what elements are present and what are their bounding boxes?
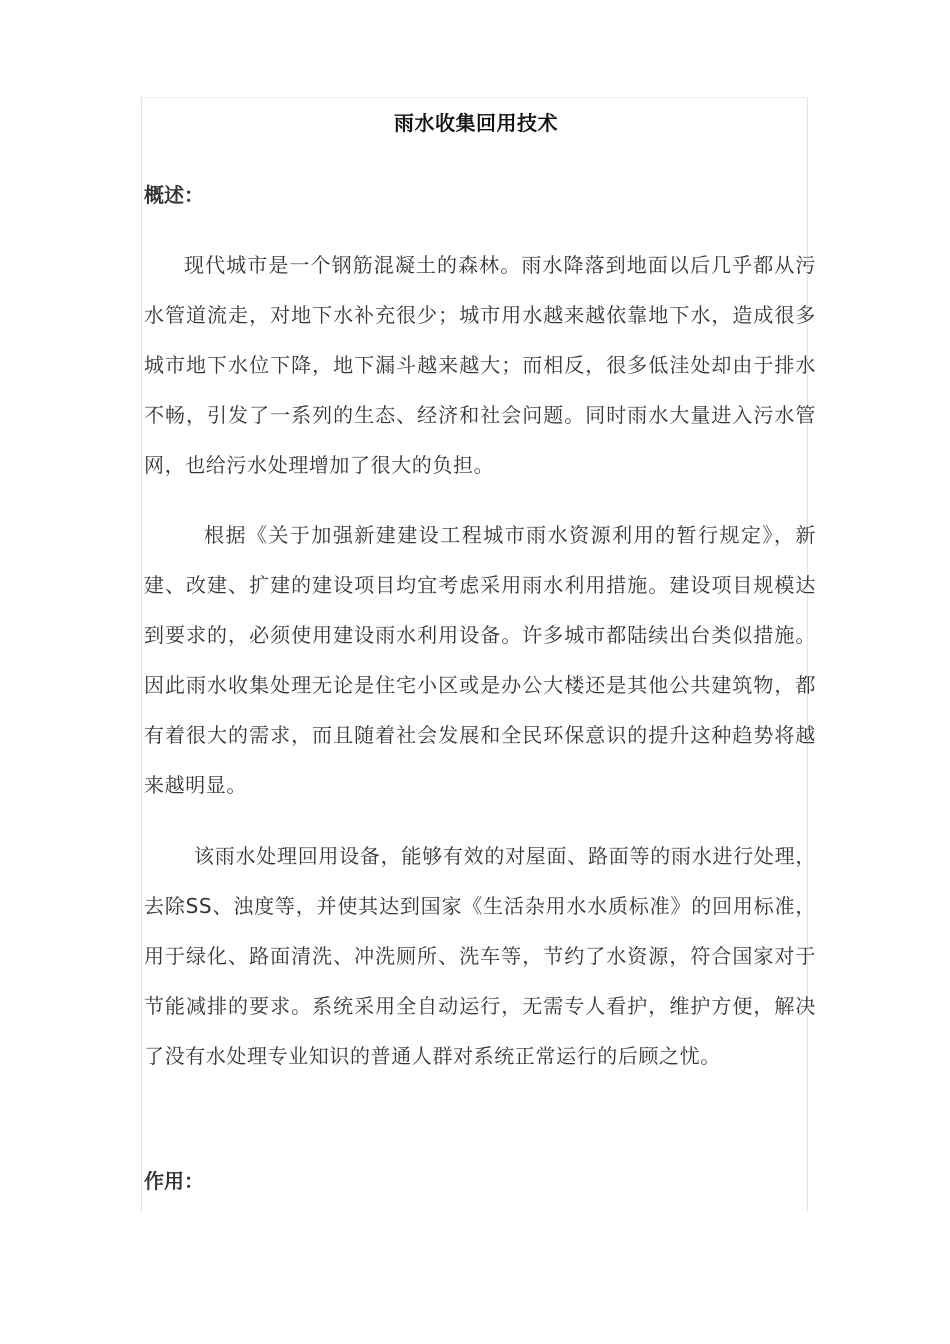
document-body bbox=[144, 97, 824, 1193]
document-title: 雨水收集回用技术 bbox=[394, 111, 558, 135]
function-heading: 作用： bbox=[144, 1169, 204, 1193]
paragraph-3: 该雨水处理回用设备，能够有效的对屋面、路面等的雨水进行处理，去除SS、浊度等，并使其达到国家《生活杂用水水质标准》的回用标准，用于绿化、路面清洗、冲洗厕所、洗车等，节约了水资源，符合国家对于节能减排的要求。系统采用全自动运行，无需专人看护，维护方便，解决了没有水处理专业知识的普通人群对系统正常运行的后顾之忧。 bbox=[144, 844, 816, 1068]
paragraph-2: 根据《关于加强新建建设工程城市雨水资源利用的暂行规定》，新建、改建、扩建的建设项目均宜考虑采用雨水利用措施。建设项目规模达到要求的，必须使用建设雨水利用设备。许多城市都陆续出台类似措施。因此雨水收集处理无论是住宅小区或是办公大楼还是其他公共建筑物，都有着很大的需求，而且随着社会发展和全民环保意识的提升这种趋势将越来越明显。 bbox=[144, 523, 816, 797]
paragraph-1: 现代城市是一个钢筋混凝土的森林。雨水降落到地面以后几乎都从污水管道流走，对地下水补充很少；城市用水越来越依靠地下水，造成很多城市地下水位下降，地下漏斗越来越大；而相反，很多低洼处却由于排水不畅，引发了一系列的生态、经济和社会问题。同时雨水大量进入污水管网，也给污水处理增加了很大的负担。 bbox=[144, 253, 816, 477]
overview-heading: 概述： bbox=[144, 183, 204, 207]
